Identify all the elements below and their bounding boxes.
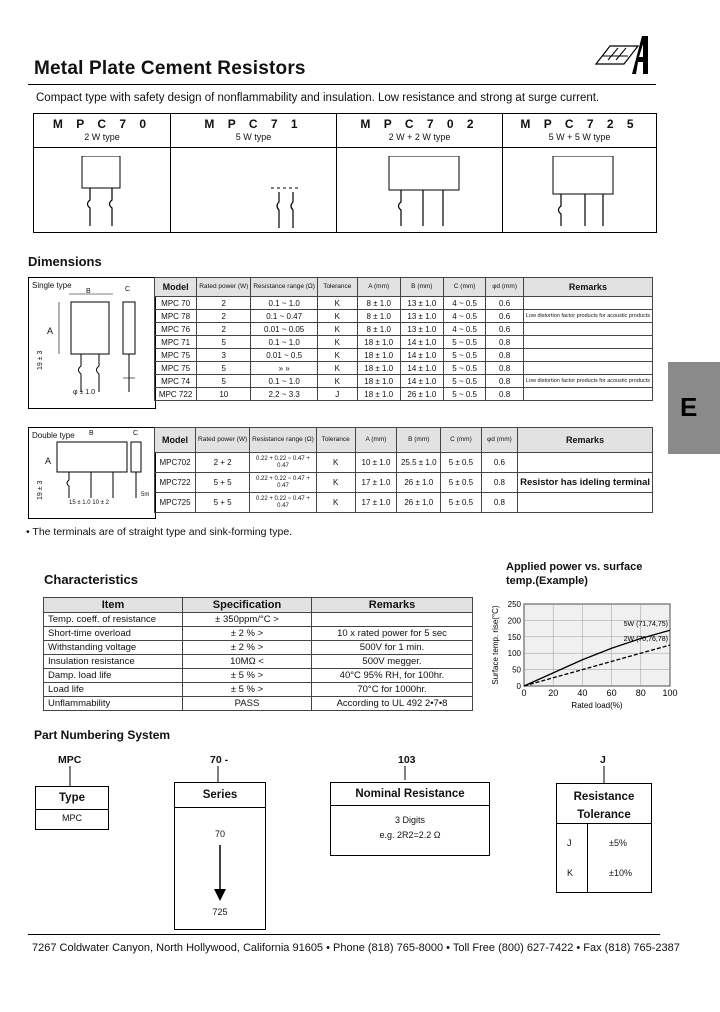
table-cell: 0.8	[486, 362, 524, 375]
table-cell: K	[317, 323, 357, 336]
section-letter: E	[680, 392, 698, 422]
table-row	[44, 613, 473, 627]
table-row	[155, 349, 653, 362]
table-cell: MPC 71	[155, 336, 197, 349]
table-cell: 0.1 ~ 1.0	[251, 336, 318, 349]
y-tick-label: 0	[516, 682, 521, 691]
double-type-diagram	[28, 427, 156, 519]
x-tick-label: 40	[577, 688, 588, 698]
dim-pitch-label: 15 ± 1.0 10 ± 2	[69, 500, 109, 506]
table-cell: K	[316, 473, 355, 493]
table-cell: MPC 75	[155, 362, 197, 375]
code-type: MPC	[58, 754, 82, 766]
table-cell: 14 ± 1.0	[400, 375, 443, 388]
table-row	[155, 493, 653, 513]
table-cell: 14 ± 1.0	[400, 362, 443, 375]
table-cell: 14 ± 1.0	[400, 349, 443, 362]
table-cell	[523, 349, 652, 362]
table-row	[155, 336, 653, 349]
table-cell: 17 ± 1.0	[355, 473, 397, 493]
table-cell: 0.1 ~ 1.0	[251, 375, 318, 388]
subtitle: Compact type with safety design of nonflammability and insulation. Low resistance and strong at surge current.	[36, 92, 600, 104]
table-cell: MPC722	[155, 473, 196, 493]
page-title: Metal Plate Cement Resistors	[34, 58, 306, 79]
y-axis-label: Surface temp. rise(°C)	[491, 605, 500, 685]
table-cell: 14 ± 1.0	[400, 336, 443, 349]
table-cell: 500V megger.	[312, 655, 473, 669]
dim-pitch-label: φ ± 1.0	[73, 389, 96, 396]
table-row	[155, 297, 653, 310]
tolerance-value: ±5%	[609, 838, 627, 848]
table-cell: 5 + 5	[196, 473, 250, 493]
table-cell: 2	[197, 297, 251, 310]
table-cell: 2.2 ~ 3.3	[251, 388, 318, 401]
table-cell: Low distortion factor products for acoustic products	[523, 375, 652, 388]
terminal-note: • The terminals are of straight type and sink-forming type.	[26, 526, 293, 538]
table-row	[44, 641, 473, 655]
column-header: Remarks	[312, 598, 473, 613]
table-cell: 0.6	[486, 323, 524, 336]
table-row	[155, 310, 653, 323]
table-cell: ± 350ppm/°C >	[183, 613, 312, 627]
table-cell: 0.8	[486, 388, 524, 401]
column-header: Model	[155, 278, 197, 297]
column-header: Item	[44, 598, 183, 613]
table-cell: 0.1 ~ 1.0	[251, 297, 318, 310]
table-cell: 2	[197, 323, 251, 336]
product-name: M P C 7 2 5	[520, 117, 639, 131]
product-name: M P C 7 1	[204, 117, 303, 131]
y-tick-label: 200	[507, 616, 521, 626]
table-cell: K	[317, 297, 357, 310]
resistor-double-2w-drawing	[387, 156, 467, 228]
table-cell: According to UL 492 2•7•8	[312, 697, 473, 711]
table-cell: PASS	[183, 697, 312, 711]
table-cell: 8 ± 1.0	[357, 297, 400, 310]
table-cell: 18 ± 1.0	[357, 349, 400, 362]
table-cell: 2	[197, 310, 251, 323]
product-type: 5 W type	[235, 132, 272, 142]
table-cell: MPC 70	[155, 297, 197, 310]
table-cell	[523, 362, 652, 375]
series-label: 2W (70,76,78)	[623, 636, 668, 643]
table-cell	[523, 323, 652, 336]
title-rule	[28, 84, 656, 85]
table-cell: K	[316, 453, 355, 473]
x-tick-label: 0	[521, 688, 527, 698]
x-axis-label: Rated load(%)	[571, 701, 623, 710]
table-row	[44, 655, 473, 669]
table-cell: 3	[197, 349, 251, 362]
table-row	[155, 453, 653, 473]
table-cell: 26 ± 1.0	[397, 493, 441, 513]
dim-lead-label: 19 ± 3	[37, 480, 44, 500]
product-name: M P C 7 0	[52, 117, 152, 131]
table-cell: 26 ± 1.0	[397, 473, 441, 493]
table-cell: 5 + 5	[196, 493, 250, 513]
table-cell: MPC 75	[155, 349, 197, 362]
table-cell: 0.01 ~ 0.05	[251, 323, 318, 336]
type-head: Type	[36, 787, 108, 810]
table-cell: 5 ~ 0.5	[443, 349, 485, 362]
table-cell: 2 + 2	[196, 453, 250, 473]
x-tick-label: 60	[606, 688, 617, 698]
table-cell: 10 ± 1.0	[355, 453, 397, 473]
product-mpc725	[503, 114, 656, 232]
table-cell: 5 ~ 0.5	[443, 336, 485, 349]
column-header: Remarks	[523, 278, 652, 297]
section-tab	[668, 362, 720, 454]
tolerance-code: J	[567, 838, 572, 848]
table-cell	[518, 493, 653, 513]
column-header: A (mm)	[357, 278, 400, 297]
table-row	[155, 375, 653, 388]
table-cell: » »	[251, 362, 318, 375]
table-cell: 4 ~ 0.5	[443, 323, 485, 336]
table-cell: K	[317, 375, 357, 388]
table-cell: Withstanding voltage	[44, 641, 183, 655]
dimensions-heading: Dimensions	[28, 254, 102, 269]
type-box	[35, 786, 109, 830]
table-cell: K	[316, 493, 355, 513]
dim-b-label: B	[86, 288, 91, 295]
table-cell	[523, 297, 652, 310]
table-cell: ± 5 % >	[183, 669, 312, 683]
table-cell: 0.22 + 0.22 ~ 0.47 + 0.47	[250, 453, 317, 473]
column-header: Rated power (W)	[196, 428, 250, 453]
table-cell: 25.5 ± 1.0	[397, 453, 441, 473]
resistor-double-5w-drawing	[549, 156, 619, 228]
double-type-drawing	[29, 428, 155, 518]
column-header: A (mm)	[355, 428, 397, 453]
series-arrow-icon	[211, 843, 229, 903]
single-type-diagram	[28, 277, 156, 409]
table-cell: MPC 74	[155, 375, 197, 388]
resistor-2w-drawing	[74, 156, 134, 228]
table-cell: 0.8	[486, 349, 524, 362]
table-cell: Low distortion factor products for acoustic products	[523, 310, 652, 323]
tolerance-head1: Resistance	[573, 791, 635, 803]
y-tick-label: 250	[507, 600, 521, 609]
nominal-line2: e.g. 2R2=2.2 Ω	[379, 830, 441, 840]
table-cell: 0.8	[486, 336, 524, 349]
column-header: Resistance range (Ω)	[250, 428, 317, 453]
temp-rise-chart	[486, 592, 686, 712]
dim-c-label: C	[133, 430, 139, 437]
column-header: C (mm)	[443, 278, 485, 297]
y-tick-label: 50	[512, 665, 521, 675]
table-cell: 17 ± 1.0	[355, 493, 397, 513]
table-cell: 0.01 ~ 0.5	[251, 349, 318, 362]
table-cell: 13 ± 1.0	[400, 323, 443, 336]
table-cell: J	[317, 388, 357, 401]
dim-a-label: A	[45, 456, 52, 466]
table-cell: 5 ~ 0.5	[443, 375, 485, 388]
product-type: 2 W + 2 W type	[388, 132, 451, 142]
table-cell: 5	[197, 375, 251, 388]
table-cell: K	[317, 336, 357, 349]
resistor-5w-drawing	[271, 182, 311, 230]
table-cell: Insulation resistance	[44, 655, 183, 669]
table-cell: 0.22 + 0.22 ~ 0.47 + 0.47	[250, 493, 317, 513]
column-header: B (mm)	[397, 428, 441, 453]
y-tick-label: 100	[507, 649, 521, 659]
x-tick-label: 80	[635, 688, 646, 698]
table-cell: 26 ± 1.0	[400, 388, 443, 401]
table-cell: 0.6	[486, 310, 524, 323]
table-cell: Damp. load life	[44, 669, 183, 683]
column-header: Resistance range (Ω)	[251, 278, 318, 297]
table-cell: 5 ± 0.5	[441, 473, 482, 493]
table-cell: 0.6	[481, 453, 517, 473]
table-cell: Temp. coeff. of resistance	[44, 613, 183, 627]
table-cell: 0.8	[486, 375, 524, 388]
column-header: Remarks	[518, 428, 653, 453]
series-label: 5W (71,74,75)	[623, 621, 668, 629]
table-cell: Resistor has ideling terminal	[518, 473, 653, 493]
product-mpc702	[337, 114, 503, 232]
table-cell: 5	[197, 362, 251, 375]
table-row	[44, 683, 473, 697]
table-cell: 10	[197, 388, 251, 401]
dim-a-label: A	[47, 326, 54, 336]
table-cell: 70°C for 1000hr.	[312, 683, 473, 697]
chart-title: Applied power vs. surface temp.(Example)	[506, 561, 643, 587]
column-header: Specification	[183, 598, 312, 613]
product-type: 2 W type	[84, 132, 120, 142]
product-type: 5 W + 5 W type	[548, 132, 611, 142]
table-cell: 5 ~ 0.5	[443, 388, 485, 401]
table-cell	[518, 453, 653, 473]
table-row	[44, 627, 473, 641]
table-cell: 5	[197, 336, 251, 349]
single-type-drawing	[29, 278, 155, 408]
table-cell: 0.8	[481, 473, 517, 493]
column-header: Tolerance	[317, 278, 357, 297]
table-cell: K	[317, 362, 357, 375]
dim-c-label: C	[125, 286, 131, 293]
part-numbering-heading: Part Numbering System	[34, 728, 171, 742]
table-cell: 5 ± 0.5	[441, 453, 482, 473]
series-head: Series	[175, 783, 265, 808]
product-overview	[33, 113, 657, 233]
x-tick-label: 100	[662, 688, 678, 698]
column-header: φd (mm)	[481, 428, 517, 453]
table-cell: Short-time overload	[44, 627, 183, 641]
table-cell: 18 ± 1.0	[357, 388, 400, 401]
column-header: C (mm)	[441, 428, 482, 453]
table-cell: 8 ± 1.0	[357, 310, 400, 323]
table-cell: MPC 722	[155, 388, 197, 401]
characteristics-table	[43, 597, 473, 711]
column-header: Model	[155, 428, 196, 453]
dim-extra-label: 5m	[141, 492, 150, 498]
tolerance-box	[556, 783, 652, 893]
table-row	[155, 362, 653, 375]
column-header: Tolerance	[316, 428, 355, 453]
plot-area	[524, 604, 670, 686]
table-cell: ± 5 % >	[183, 683, 312, 697]
product-mpc71	[171, 114, 337, 232]
nominal-box	[330, 782, 490, 856]
table-cell: 8 ± 1.0	[357, 323, 400, 336]
dim-b-label: B	[89, 430, 94, 437]
table-row	[155, 473, 653, 493]
series-box	[174, 782, 266, 930]
series-from: 70	[214, 829, 225, 839]
table-cell: 13 ± 1.0	[400, 310, 443, 323]
table-cell: MPC725	[155, 493, 196, 513]
column-header: φd (mm)	[486, 278, 524, 297]
characteristics-heading: Characteristics	[44, 572, 138, 587]
footer-address: 7267 Coldwater Canyon, North Hollywood, California 91605 • Phone (818) 765-8000 • Toll Free (800) 627-7422 • Fax (818) 765-2387	[32, 942, 680, 954]
single-type-label: Single type	[32, 281, 72, 290]
table-cell: ± 2 % >	[183, 641, 312, 655]
table-cell: 10 x rated power for 5 sec	[312, 627, 473, 641]
double-type-label: Double type	[32, 431, 75, 440]
table-cell: MPC 76	[155, 323, 197, 336]
table-cell: ± 2 % >	[183, 627, 312, 641]
table-cell: 5 ± 0.5	[441, 493, 482, 513]
table-cell: 5 ~ 0.5	[443, 362, 485, 375]
table-row	[155, 323, 653, 336]
code-series: 70 -	[210, 754, 229, 766]
table-cell: 10MΩ <	[183, 655, 312, 669]
table-cell: 0.1 ~ 0.47	[251, 310, 318, 323]
product-name: M P C 7 0 2	[360, 117, 479, 131]
table-cell: 4 ~ 0.5	[443, 297, 485, 310]
nominal-head: Nominal Resistance	[331, 783, 489, 806]
table-cell: Load life	[44, 683, 183, 697]
table-cell: 4 ~ 0.5	[443, 310, 485, 323]
table-cell: 40°C 95% RH, for 100hr.	[312, 669, 473, 683]
tolerance-head2: Tolerance	[577, 809, 631, 821]
table-cell: Unflammability	[44, 697, 183, 711]
table-cell: K	[317, 310, 357, 323]
y-tick-label: 150	[507, 632, 521, 642]
single-type-table	[154, 277, 653, 401]
table-cell: 0.6	[486, 297, 524, 310]
table-cell: 18 ± 1.0	[357, 362, 400, 375]
table-cell: 18 ± 1.0	[357, 375, 400, 388]
table-row	[44, 697, 473, 711]
table-cell: MPC 78	[155, 310, 197, 323]
table-cell: 13 ± 1.0	[400, 297, 443, 310]
table-cell: 0.8	[481, 493, 517, 513]
footer-rule	[28, 934, 660, 935]
nominal-line1: 3 Digits	[394, 815, 425, 825]
column-header: Rated power (W)	[197, 278, 251, 297]
x-tick-label: 20	[548, 688, 559, 698]
code-tolerance: J	[600, 754, 606, 766]
double-type-table	[154, 427, 653, 513]
column-header: B (mm)	[400, 278, 443, 297]
table-cell: 500V for 1 min.	[312, 641, 473, 655]
table-cell: MPC702	[155, 453, 196, 473]
table-cell: 18 ± 1.0	[357, 336, 400, 349]
table-row	[44, 669, 473, 683]
table-row	[155, 388, 653, 401]
tolerance-value: ±10%	[609, 868, 632, 878]
product-mpc70	[34, 114, 171, 232]
table-cell: 0.22 + 0.22 ~ 0.47 + 0.47	[250, 473, 317, 493]
series-to: 725	[212, 907, 228, 917]
table-cell	[523, 388, 652, 401]
tolerance-code: K	[567, 868, 574, 878]
type-value: MPC	[62, 813, 82, 823]
table-cell	[312, 613, 473, 627]
code-resistance: 103	[398, 754, 416, 766]
table-cell: K	[317, 349, 357, 362]
company-logo	[588, 34, 650, 82]
dim-lead-label: 19 ± 3	[37, 350, 44, 370]
table-cell	[523, 336, 652, 349]
